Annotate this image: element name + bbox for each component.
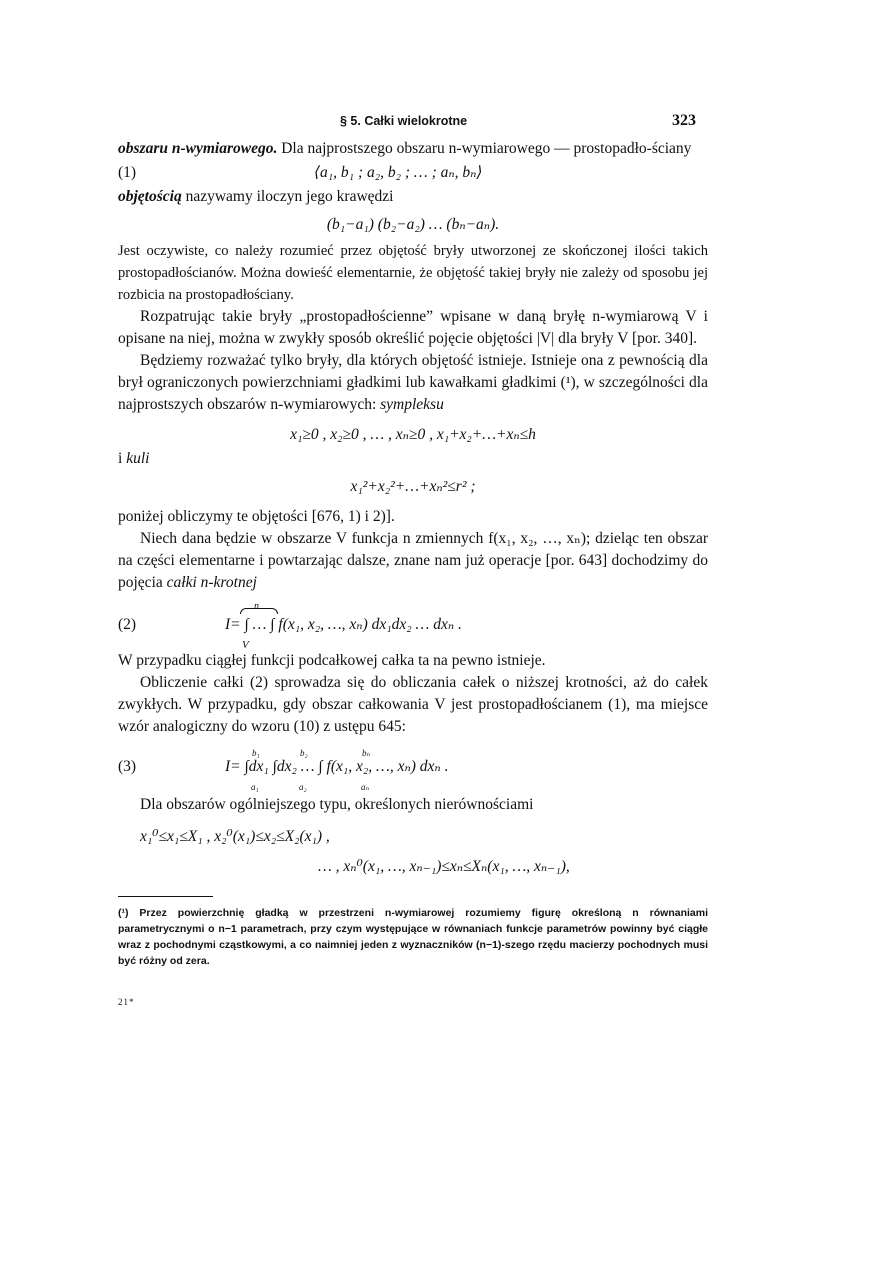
paragraph-reduction: Obliczenie całki (2) sprowadza się do obliczania całek o niższej krotności, aż do całek zwykłych. W przypadku, gdy obszar całkowania V jest prostopadłościanem (1), ma miejsce wzór analogiczny do wzoru (10) z ustępu 645:: [118, 674, 708, 735]
section-title: § 5. Całki wielokrotne: [340, 114, 468, 128]
volume-def-text: nazywamy iloczyn jego krawędzi: [181, 188, 394, 205]
paragraph-continuous: W przypadku ciągłej funkcji podcałkowej całka ta na pewno istnieje.: [118, 652, 546, 669]
paragraph-obvious: Jest oczywiste, co należy rozumieć przez objętość bryły utworzonej ze skończonej ilości takich prostopadłościanów. Można dowieść elementarnie, że objętość takiej bryły nie zależy od sposobu jej rozbicia na prostopadłościany.: [118, 243, 708, 303]
equation-3: [118, 742, 708, 792]
paragraph-ball-intro: [118, 448, 708, 470]
equation-3-body: I= ∫dx₁ ∫dx₂ … ∫ f(x₁, x₂, …, xₙ) dxₙ .: [225, 758, 449, 775]
limit-a2: a₂: [299, 782, 307, 792]
ball-intro-text: i: [118, 450, 127, 467]
equation-number-2: (2): [118, 616, 137, 633]
existence-text: Będziemy rozważać tylko bryły, dla których objętość istnieje. Istnieje ona z pewnością dla brył ograniczonych powierzchniami gładkimi lub kawałkami gładkimi (¹), w szczególności dla najprostszych obszarów n-wymiarowych:: [118, 352, 708, 413]
printer-signature: 21*: [118, 997, 135, 1007]
equation-number-3: (3): [118, 758, 137, 775]
limit-an: aₙ: [361, 782, 370, 792]
page-number: 323: [672, 112, 696, 129]
term-obszaru: obszaru n-wymiarowego.: [118, 140, 278, 157]
paragraph-existence: [118, 350, 708, 416]
equation-1: [118, 162, 708, 186]
equation-inequalities-2: … , xₙ⁰(x₁, …, xₙ₋₁)≤xₙ≤Xₙ(x₁, …, xₙ₋₁),: [318, 858, 570, 875]
equation-2-body: I= ∫ … ∫ f(x₁, x₂, …, xₙ) dx₁dx₂ … dxₙ .: [225, 616, 462, 633]
book-page: [118, 110, 708, 1013]
limit-bn: bₙ: [362, 748, 371, 758]
paragraph-intro: [118, 138, 708, 160]
intro-text: Dla najprostszego obszaru n-wymiarowego — prostopadło-ściany: [277, 140, 692, 157]
term-kuli: kuli: [126, 450, 150, 467]
limit-a1: a₁: [251, 782, 259, 792]
equation-volume: (b₁−a₁) (b₂−a₂) … (bₙ−aₙ).: [326, 216, 500, 233]
equation-2-n: n: [254, 601, 259, 612]
term-sympleksu: sympleksu: [380, 396, 444, 413]
running-header: [118, 110, 708, 134]
paragraph-general: Dla obszarów ogólniejszego typu, określonych nierównościami: [140, 796, 534, 813]
equation-2: [118, 594, 708, 651]
term-objetoscia: objętością: [118, 188, 182, 205]
paragraph-consider: Rozpatrując takie bryły „prostopadłościenne” wpisane w daną bryłę n-wymiarową V i opisane na niej, można w zwykły sposób określić pojęcie objętości |V| dla bryły V [por. 340].: [118, 308, 708, 347]
equation-inequalities-1: x₁⁰≤x₁≤X₁ , x₂⁰(x₁)≤x₂≤X₂(x₁) ,: [140, 828, 330, 845]
equation-1-body: ⟨a₁, b₁ ; a₂, b₂ ; … ; aₙ, bₙ⟩: [314, 164, 483, 181]
equation-number-1: (1): [118, 164, 137, 181]
footnote: (¹) Przez powierzchnię gładką w przestrzeni n-wymiarowej rozumiemy figurę określoną n równaniami parametrycznymi o n−1 parametrach, przy czym występujące w równaniach funkcje parametrów powinny być ciągłe wraz z pochodnymi cząstkowymi, a co naimniej jeden z wyznaczników (n−1)-szego rzędu macierzy pochodnych musi być różny od zera.: [118, 907, 708, 967]
equation-ball: x₁²+x₂²+…+xₙ²≤r² ;: [350, 478, 476, 495]
footnote-divider: [118, 896, 213, 897]
paragraph-n-fold: [118, 528, 708, 594]
equation-simplex: x₁≥0 , x₂≥0 , … , xₙ≥0 , x₁+x₂+…+xₙ≤h: [290, 426, 536, 443]
term-calki-n-krotnej: całki n-krotnej: [166, 574, 257, 591]
equation-2-domain: V: [242, 639, 249, 651]
limit-b1: b₁: [252, 748, 260, 758]
limit-b2: b₂: [300, 748, 308, 758]
paragraph-volume-def: [118, 186, 708, 208]
paragraph-below: poniżej obliczymy te objętości [676, 1) i 2)].: [118, 508, 395, 525]
n-fold-text: Niech dana będzie w obszarze V funkcja n zmiennych f(x₁, x₂, …, xₙ); dzieląc ten obszar na części elementarne i powtarzając dalsze, znane nam już operacje [por. 643] dochodzimy do pojęcia: [118, 530, 708, 591]
